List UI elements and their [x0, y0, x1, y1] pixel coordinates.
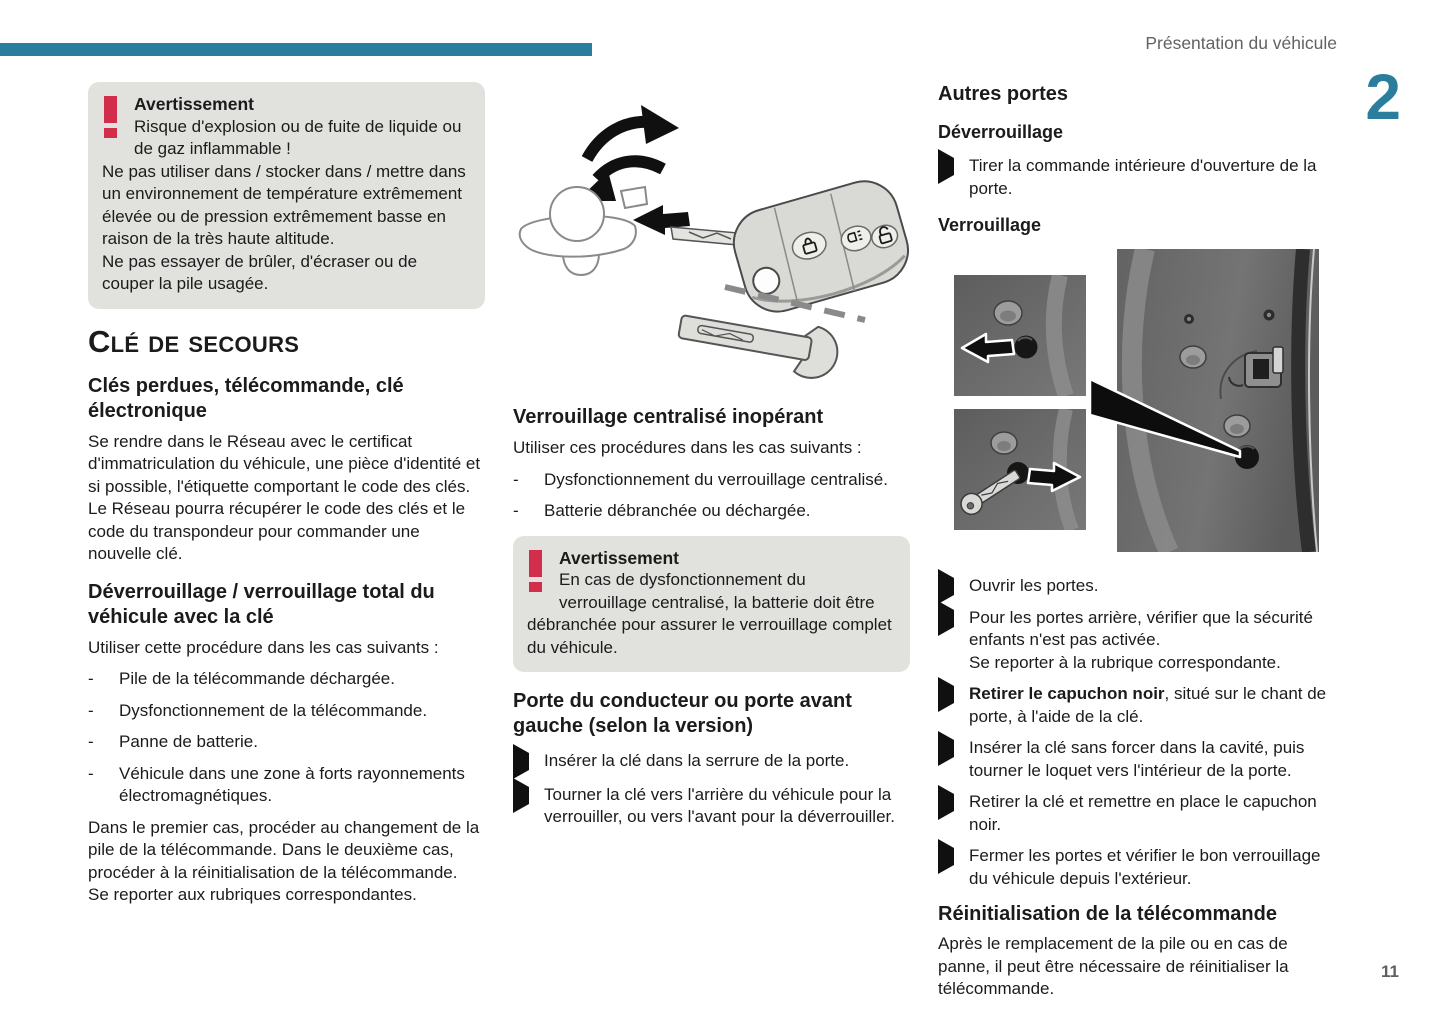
left-column	[88, 82, 485, 907]
dash-bullet: -	[88, 700, 94, 720]
warning-text: Risque d'explosion ou de fuite de liquide ou de gaz inflammable !	[134, 116, 462, 158]
sub-subsection-heading: Déverrouillage	[938, 122, 1064, 142]
list-item	[938, 607, 1338, 675]
warning-exclamation-icon	[104, 96, 117, 138]
subsection-heading: Verrouillage centralisé inopérant	[513, 406, 824, 428]
warning-box	[88, 82, 485, 309]
section-title: Clé de secours	[88, 323, 300, 359]
list-item-text: Véhicule dans une zone à forts rayonnements électromagnétiques.	[119, 763, 465, 805]
arrow-list	[513, 750, 910, 829]
list-item	[88, 700, 485, 723]
list-item-text: Dysfonctionnement du verrouillage centralisé.	[544, 469, 888, 489]
list-item-text	[969, 683, 1338, 728]
list-item	[513, 784, 910, 829]
warning-box	[513, 536, 910, 673]
triangle-bullet-icon	[938, 683, 969, 728]
warning-text: En cas de dysfonctionnement du verrouillage centralisé, la batterie doit être débranchée pour assurer le verrouillage complet du véhicule.	[527, 570, 892, 657]
list-item	[513, 500, 910, 523]
list-item	[88, 763, 485, 808]
chapter-number: 2	[1365, 61, 1401, 133]
arrow-list	[938, 155, 1338, 200]
triangle-bullet-icon	[938, 791, 969, 836]
warning-text: Ne pas essayer de brûler, d'écraser ou de couper la pile usagée.	[102, 251, 418, 293]
warning-title: Avertissement	[559, 547, 679, 568]
list-item	[938, 791, 1338, 836]
dash-bullet: -	[513, 501, 519, 520]
list-item-text: Insérer la clé sans forcer dans la cavité, puis tourner le loquet vers l'intérieur de la porte.	[969, 738, 1305, 780]
list-item	[938, 155, 1338, 200]
list-item-bold-text: Retirer le capuchon noir	[969, 684, 1165, 703]
list-item-text: Retirer la clé et remettre en place le capuchon noir.	[969, 792, 1317, 834]
right-column	[938, 82, 1338, 1001]
list-item-text: Pour les portes arrière, vérifier que la sécurité enfants n'est pas activée.	[969, 607, 1313, 649]
body-text: Se reporter aux rubriques correspondantes.	[88, 885, 417, 904]
triangle-bullet-icon	[513, 784, 544, 829]
warning-title: Avertissement	[134, 94, 254, 114]
dash-list	[513, 469, 910, 523]
body-text: Utiliser ces procédures dans les cas suivants :	[513, 438, 862, 457]
warning-exclamation-icon	[529, 550, 542, 592]
subsection-heading: Porte du conducteur ou porte avant gauche (selon la version)	[513, 690, 852, 737]
list-item-text: Ouvrir les portes.	[969, 576, 1099, 595]
sub-subsection-heading: Verrouillage	[938, 215, 1042, 235]
triangle-bullet-icon	[938, 155, 969, 200]
door-lock-illustrations	[938, 247, 1338, 559]
running-title: Présentation du véhicule	[1145, 33, 1337, 53]
list-item	[88, 668, 485, 691]
subsection-heading: Autres portes	[938, 83, 1069, 105]
list-item	[938, 845, 1338, 890]
body-text: Se rendre dans le Réseau avec le certificat d'immatriculation du véhicule, une pièce d'identité et si possible, l'étiquette comportant le code des clés. Le Réseau pourra récupérer le code des clés et le code du transpondeur pour commander une nouvelle clé.	[88, 431, 481, 563]
list-item-text: Panne de batterie.	[119, 732, 258, 751]
door-edge-cap-remove-illustration	[954, 275, 1086, 396]
triangle-bullet-icon	[938, 607, 969, 675]
subsection-heading: Réinitialisation de la télécommande	[938, 903, 1277, 925]
subsection-heading: Clés perdues, télécommande, clé électronique	[88, 374, 404, 422]
list-item	[513, 750, 910, 773]
header-accent-bar	[0, 43, 592, 56]
triangle-bullet-icon	[938, 737, 969, 782]
list-item	[938, 575, 1338, 598]
list-item	[513, 469, 910, 492]
triangle-bullet-icon	[938, 575, 969, 598]
list-item-text: Pile de la télécommande déchargée.	[119, 669, 395, 688]
list-item-text: Fermer les portes et vérifier le bon verrouillage du véhicule depuis l'extérieur.	[969, 846, 1321, 888]
subsection-heading: Déverrouillage / verrouillage total du véhicule avec la clé	[88, 580, 435, 628]
list-item-text: Insérer la clé dans la serrure de la porte.	[544, 751, 850, 770]
triangle-bullet-icon	[513, 750, 544, 773]
list-item-text: Batterie débranchée ou déchargée.	[544, 501, 811, 520]
list-item	[88, 731, 485, 754]
dash-bullet: -	[88, 763, 94, 783]
warning-text: Ne pas utiliser dans / stocker dans / mettre dans un environnement de température extrêmement élevée ou de pression extrêmement basse en raison de la très haute altitude.	[102, 161, 466, 248]
middle-column	[513, 85, 910, 840]
key-fob-illustration	[513, 87, 910, 387]
list-item	[938, 683, 1338, 728]
pointer-wedge	[1088, 377, 1248, 465]
dash-bullet: -	[88, 732, 94, 751]
dash-list	[88, 668, 485, 808]
list-item-text: Tourner la clé vers l'arrière du véhicule pour la verrouiller, ou vers l'avant pour la déverrouiller.	[544, 784, 895, 826]
page-number: 11	[1381, 962, 1399, 981]
body-text: Après le remplacement de la pile ou en cas de panne, il peut être nécessaire de réinitialiser la télécommande.	[938, 934, 1289, 998]
list-item	[938, 737, 1338, 782]
list-item-text: Dysfonctionnement de la télécommande.	[119, 700, 428, 720]
dash-bullet: -	[513, 469, 519, 489]
dash-bullet: -	[88, 669, 94, 688]
list-item-text: Se reporter à la rubrique correspondante.	[969, 652, 1281, 672]
body-text: Dans le premier cas, procéder au changement de la pile de la télécommande. Dans le deuxième cas, procéder à la réinitialisation de la télécommande.	[88, 817, 480, 882]
triangle-bullet-icon	[938, 845, 969, 890]
list-item-text: Tirer la commande intérieure d'ouverture de la porte.	[969, 156, 1317, 198]
list-item-text-rest: , situé sur le chant de porte, à l'aide de la clé.	[969, 684, 1327, 726]
door-edge-key-insert-illustration	[954, 409, 1086, 530]
arrow-list	[938, 575, 1338, 890]
body-text: Utiliser cette procédure dans les cas suivants :	[88, 637, 439, 657]
